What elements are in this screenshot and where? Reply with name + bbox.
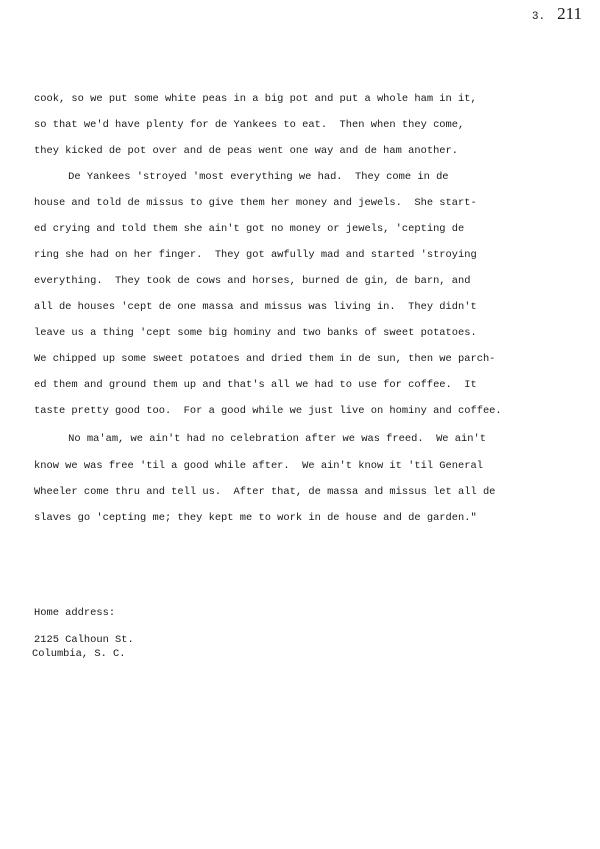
body-line-17: slaves go 'cepting me; they kept me to work in de house and de garden." bbox=[34, 512, 477, 524]
body-line-15: know we was free 'til a good while after. We ain't know it 'til General bbox=[34, 460, 483, 472]
body-line-16: Wheeler come thru and tell us. After that, de massa and missus let all de bbox=[34, 486, 496, 498]
body-line-12: ed them and ground them up and that's all we had to use for coffee. It bbox=[34, 379, 477, 391]
address-city: Columbia, S. C. bbox=[32, 648, 126, 660]
body-line-11: We chipped up some sweet potatoes and dried them in de sun, then we parch- bbox=[34, 353, 496, 365]
body-line-10: leave us a thing 'cept some big hominy and two banks of sweet potatoes. bbox=[34, 327, 477, 339]
address-street: 2125 Calhoun St. bbox=[34, 634, 134, 646]
body-line-5: house and told de missus to give them her money and jewels. She start- bbox=[34, 197, 477, 209]
body-line-13: taste pretty good too. For a good while we just live on hominy and coffee. bbox=[34, 405, 502, 417]
page-number bbox=[532, 4, 582, 24]
body-line-7: ring she had on her finger. They got awfully mad and started 'stroying bbox=[34, 249, 477, 261]
body-line-3: they kicked de pot over and de peas went one way and de ham another. bbox=[34, 145, 459, 157]
body-line-6: ed crying and told them she ain't got no money or jewels, 'cepting de bbox=[34, 223, 465, 235]
body-line-8: everything. They took de cows and horses, burned de gin, de barn, and bbox=[34, 275, 471, 287]
section-number: 3. bbox=[531, 11, 546, 23]
body-line-2: so that we'd have plenty for de Yankees to eat. Then when they come, bbox=[34, 119, 465, 131]
home-address-label: Home address: bbox=[34, 607, 116, 619]
page-number-value: 211 bbox=[557, 4, 582, 23]
body-line-4: De Yankees 'stroyed 'most everything we had. They come in de bbox=[37, 171, 449, 183]
body-line-9: all de houses 'cept de one massa and missus was living in. They didn't bbox=[34, 301, 477, 313]
body-line-14: No ma'am, we ain't had no celebration after we was freed. We ain't bbox=[37, 433, 486, 445]
body-line-1: cook, so we put some white peas in a big pot and put a whole ham in it, bbox=[34, 93, 477, 105]
